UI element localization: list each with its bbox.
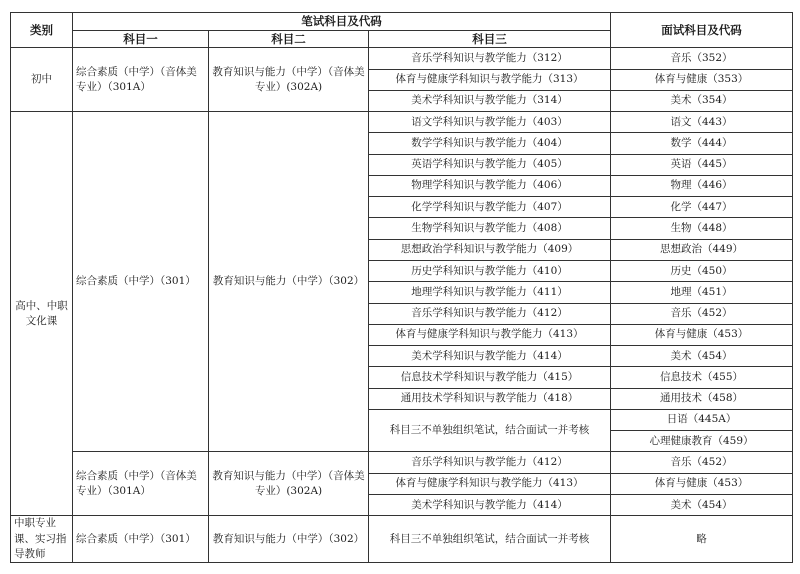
interview-cell: 体育与健康（453）: [611, 324, 793, 345]
interview-cell: 音乐（352）: [611, 48, 793, 69]
interview-cell: 地理（451）: [611, 282, 793, 303]
subject3-cell: 思想政治学科知识与教学能力（409）: [369, 239, 611, 260]
subject3-cell: 通用技术学科知识与教学能力（418）: [369, 388, 611, 409]
category-vocational: 中职专业课、实习指导教师: [11, 516, 73, 563]
subject3-cell: 体育与健康学科知识与教学能力（313）: [369, 69, 611, 90]
category-senior: 高中、中职文化课: [11, 112, 73, 516]
interview-cell: 物理（446）: [611, 175, 793, 196]
subject3-cell: 生物学科知识与教学能力（408）: [369, 218, 611, 239]
subject3-cell: 英语学科知识与教学能力（405）: [369, 154, 611, 175]
interview-cell: 体育与健康（453）: [611, 473, 793, 494]
subject3-cell: 体育与健康学科知识与教学能力（413）: [369, 324, 611, 345]
senior-b-subject2: 教育知识与能力（中学）（音体美专业）(302A): [209, 452, 369, 516]
interview-cell: 化学（447）: [611, 197, 793, 218]
interview-cell: 音乐（452）: [611, 452, 793, 473]
interview-cell: 语文（443）: [611, 112, 793, 133]
subject3-cell: 物理学科知识与教学能力（406）: [369, 175, 611, 196]
vocational-subject3: 科目三不单独组织笔试，结合面试一并考核: [369, 516, 611, 563]
interview-cell: 音乐（452）: [611, 303, 793, 324]
subject3-cell: 历史学科知识与教学能力（410）: [369, 261, 611, 282]
subject3-cell: 美术学科知识与教学能力（314）: [369, 90, 611, 111]
header-subject3: 科目三: [369, 30, 611, 48]
interview-cell: 美术（354）: [611, 90, 793, 111]
header-subject2: 科目二: [209, 30, 369, 48]
interview-cell: 数学（444）: [611, 133, 793, 154]
interview-cell: 美术（454）: [611, 494, 793, 515]
vocational-subject1: 综合素质（中学）（301）: [73, 516, 209, 563]
interview-cell: 美术（454）: [611, 346, 793, 367]
interview-cell: 日语（445A）: [611, 409, 793, 430]
subject3-cell: 美术学科知识与教学能力（414）: [369, 346, 611, 367]
interview-cell: 生物（448）: [611, 218, 793, 239]
subject3-cell: 音乐学科知识与教学能力（412）: [369, 303, 611, 324]
interview-cell: 体育与健康（353）: [611, 69, 793, 90]
interview-cell: 思想政治（449）: [611, 239, 793, 260]
subject3-cell: 体育与健康学科知识与教学能力（413）: [369, 473, 611, 494]
exam-subjects-table: [10, 12, 793, 563]
interview-cell: 英语（445）: [611, 154, 793, 175]
senior-a-subject1: 综合素质（中学）（301）: [73, 112, 209, 452]
interview-cell: 信息技术（455）: [611, 367, 793, 388]
interview-cell: 通用技术（458）: [611, 388, 793, 409]
subject3-cell: 信息技术学科知识与教学能力（415）: [369, 367, 611, 388]
header-written-group: 笔试科目及代码: [73, 13, 611, 31]
senior-a-subject2: 教育知识与能力（中学）（302）: [209, 112, 369, 452]
subject3-cell: 数学学科知识与教学能力（404）: [369, 133, 611, 154]
vocational-subject2: 教育知识与能力（中学）（302）: [209, 516, 369, 563]
subject3-cell: 化学学科知识与教学能力（407）: [369, 197, 611, 218]
subject3-cell: 地理学科知识与教学能力（411）: [369, 282, 611, 303]
subject3-combined-cell: 科目三不单独组织笔试，结合面试一并考核: [369, 409, 611, 452]
header-category: 类别: [11, 13, 73, 48]
subject3-cell: 音乐学科知识与教学能力（312）: [369, 48, 611, 69]
junior-subject2: 教育知识与能力（中学）（音体美专业）(302A): [209, 48, 369, 112]
vocational-interview: 略: [611, 516, 793, 563]
senior-b-subject1: 综合素质（中学）（音体美专业）（301A）: [73, 452, 209, 516]
category-junior: 初中: [11, 48, 73, 112]
subject3-cell: 美术学科知识与教学能力（414）: [369, 494, 611, 515]
header-subject1: 科目一: [73, 30, 209, 48]
interview-cell: 历史（450）: [611, 261, 793, 282]
junior-subject1: 综合素质（中学）（音体美专业）（301A）: [73, 48, 209, 112]
subject3-cell: 音乐学科知识与教学能力（412）: [369, 452, 611, 473]
subject3-cell: 语文学科知识与教学能力（403）: [369, 112, 611, 133]
interview-cell: 心理健康教育（459）: [611, 431, 793, 452]
header-interview: 面试科目及代码: [611, 13, 793, 48]
